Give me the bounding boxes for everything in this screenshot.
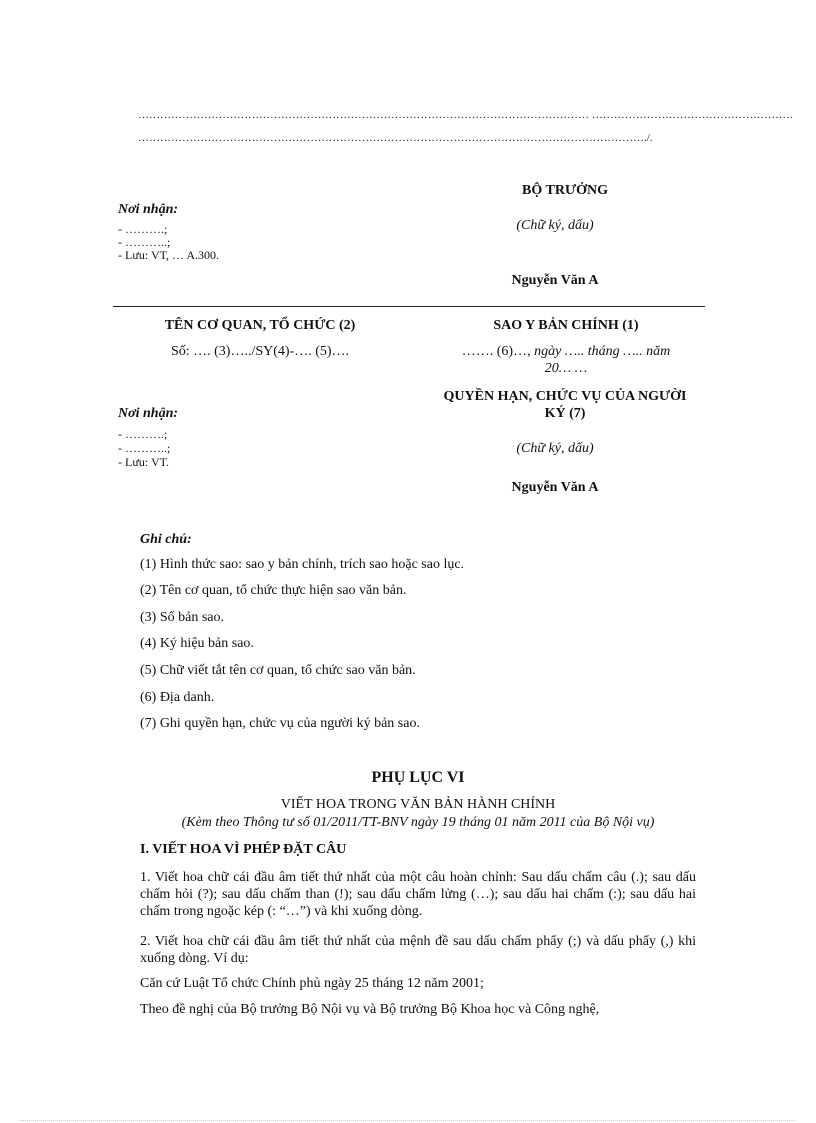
recipient-1: - ……….; bbox=[118, 222, 168, 236]
signer-name-2: Nguyễn Văn A bbox=[511, 480, 599, 495]
signature-note: (Chữ ký, dấu) bbox=[516, 218, 594, 233]
section-divider bbox=[113, 306, 705, 307]
recipient-2: - ………..; bbox=[118, 235, 171, 249]
dotted-line-2: …………………………………………………………………………………………………………………………./. bbox=[138, 132, 653, 144]
note-item: (7) Ghi quyền hạn, chức vụ của người ký bản sao. bbox=[140, 716, 420, 731]
note-item: (4) Ký hiệu bản sao. bbox=[140, 636, 254, 651]
example-2: Theo đề nghị của Bộ trưởng Bộ Nội vụ và Bộ trưởng Bộ Khoa học và Công nghệ, bbox=[140, 1002, 600, 1017]
note-item: (5) Chữ viết tắt tên cơ quan, tổ chức sao văn bản. bbox=[140, 663, 416, 678]
appendix-subtitle: VIẾT HOA TRONG VĂN BẢN HÀNH CHÍNH bbox=[280, 797, 556, 812]
signature-note-2: (Chữ ký, dấu) bbox=[516, 441, 594, 456]
paragraph-1: 1. Viết hoa chữ cái đầu âm tiết thứ nhất của một câu hoàn chỉnh: Sau dấu chấm câu (.); sau dấu chấm hỏi (?); sau dấu chấm than (!); sau dấu chấm lửng (…); sau dấu hai chấm (:); sau dấu hai chấm trong ngoặc kép (: “…”) và khi xuống dòng. bbox=[140, 870, 696, 919]
date-placeholder: ngày ….. tháng ….. năm bbox=[534, 344, 671, 359]
note-item: (6) Địa danh. bbox=[140, 690, 215, 705]
place-date-line bbox=[436, 344, 696, 360]
note-item: (1) Hình thức sao: sao y bản chính, trích sao hoặc sao lục. bbox=[140, 557, 465, 572]
copy-type-title: SAO Y BẢN CHÍNH (1) bbox=[493, 318, 639, 333]
recipient-2-storage: - Lưu: VT. bbox=[118, 455, 170, 469]
recipient-storage: - Lưu: VT, … A.300. bbox=[118, 248, 220, 262]
appendix-reference: (Kèm theo Thông tư số 01/2011/TT-BNV ngày 19 tháng 01 năm 2011 của Bộ Nội vụ) bbox=[181, 815, 655, 830]
recipients-label: Nơi nhận: bbox=[118, 202, 179, 217]
org-name: TÊN CƠ QUAN, TỔ CHỨC (2) bbox=[164, 318, 356, 333]
signer-authority-line-2: KÝ (7) bbox=[544, 406, 586, 421]
recipient-2-1: - ……….; bbox=[118, 427, 168, 441]
copy-number: Số: …. (3)…../SY(4)-…. (5)…. bbox=[170, 344, 350, 359]
example-1: Căn cứ Luật Tổ chức Chính phủ ngày 25 tháng 12 năm 2001; bbox=[140, 976, 484, 991]
note-item: (3) Số bản sao. bbox=[140, 610, 224, 625]
notes-title: Ghi chú: bbox=[140, 532, 192, 547]
signer-name: Nguyễn Văn A bbox=[511, 273, 599, 288]
recipient-2-2: - ………..; bbox=[118, 441, 171, 455]
paragraph-2: 2. Viết hoa chữ cái đầu âm tiết thứ nhất của mệnh đề sau dấu chấm phẩy (;) và dấu phẩy (,) khi xuống dòng. Ví dụ: bbox=[140, 934, 696, 966]
place-placeholder: ……. (6)…, bbox=[461, 344, 531, 359]
appendix-title: PHỤ LỤC VI bbox=[371, 769, 465, 786]
signer-title: BỘ TRƯỞNG bbox=[522, 183, 608, 198]
page-bottom-edge bbox=[20, 1120, 796, 1121]
section-title: I. VIẾT HOA VÌ PHÉP ĐẶT CÂU bbox=[140, 842, 347, 857]
year-placeholder: 20… … bbox=[544, 361, 588, 376]
dotted-line-1: …………………………………………………………………………………………………………… ………………………………………………. bbox=[138, 109, 793, 121]
signer-authority-line-1: QUYỀN HẠN, CHỨC VỤ CỦA NGƯỜI bbox=[443, 389, 687, 404]
note-item: (2) Tên cơ quan, tổ chức thực hiện sao văn bản. bbox=[140, 583, 407, 598]
recipients-label-2: Nơi nhận: bbox=[118, 406, 179, 421]
